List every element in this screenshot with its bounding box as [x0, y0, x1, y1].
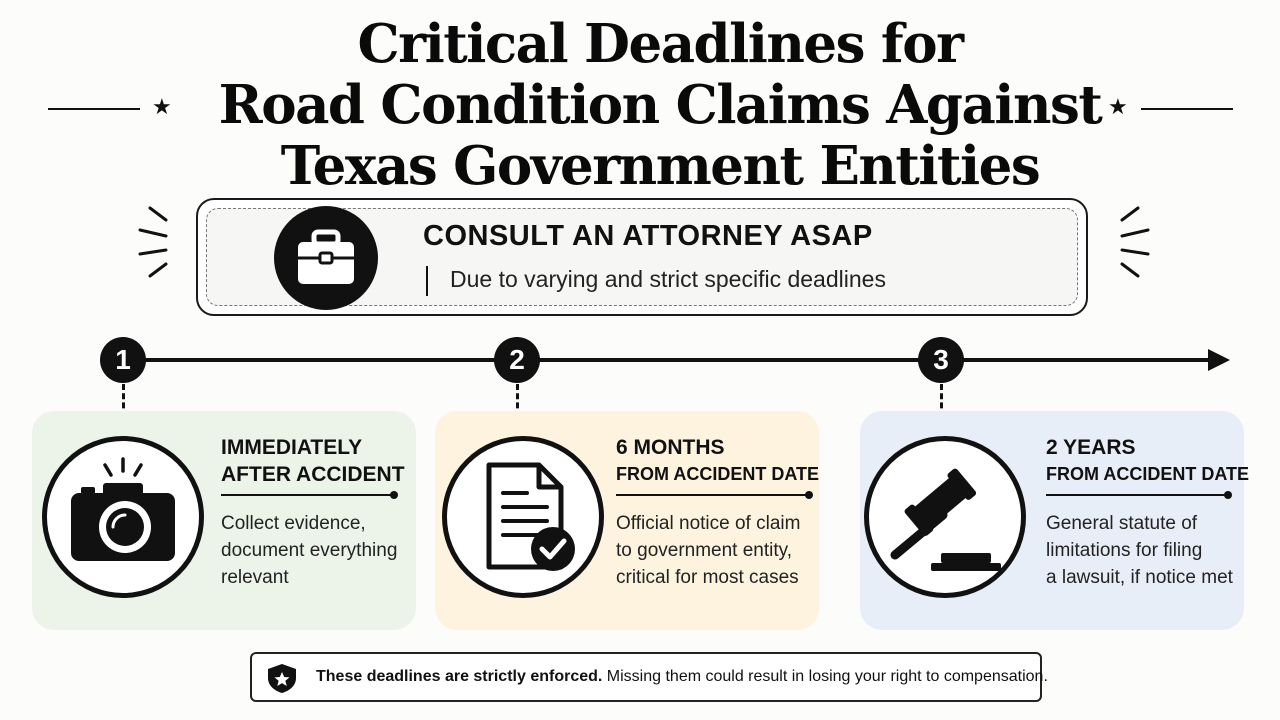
step-1-desc-line: relevant: [221, 567, 289, 588]
step-2-rule-dot: [805, 491, 813, 499]
warning-banner: [250, 652, 1048, 702]
consult-title: CONSULT AN ATTORNEY ASAP: [423, 220, 873, 252]
step-1-description: [221, 510, 397, 591]
step-2-desc-line: critical for most cases: [616, 567, 799, 588]
step-1-desc-line: Collect evidence,: [221, 513, 366, 534]
warning-text: [316, 668, 1048, 686]
camera-icon: [42, 436, 204, 598]
step-3-rule: [1046, 494, 1226, 496]
right-star-icon: ★: [1108, 94, 1128, 119]
title-line-1: Critical Deadlines for: [357, 13, 963, 75]
briefcase-icon: [274, 206, 378, 310]
step-3-heading-line2: FROM ACCIDENT DATE: [1046, 464, 1249, 484]
step-3-desc-line: General statute of: [1046, 513, 1198, 534]
step-1-rule-dot: [390, 491, 398, 499]
step-2-desc-line: Official notice of claim: [616, 513, 801, 534]
left-star-icon: ★: [152, 94, 172, 119]
title-line-3: Texas Government Entities: [280, 135, 1040, 197]
timeline-arrowhead-icon: [1208, 349, 1230, 371]
step-3-desc-line: limitations for filing: [1046, 540, 1203, 561]
step-2-heading-line1: 6 MONTHS: [616, 436, 725, 459]
right-rays-icon: [1110, 200, 1158, 296]
timeline-line: [120, 358, 1210, 362]
step-3-rule-dot: [1224, 491, 1232, 499]
step-1-heading-line1: IMMEDIATELY: [221, 436, 363, 459]
step-3-desc-line: a lawsuit, if notice met: [1046, 567, 1233, 588]
step-1-number: 1: [100, 337, 146, 383]
page-title: [190, 14, 1130, 197]
step-2-heading-line2: FROM ACCIDENT DATE: [616, 464, 819, 484]
step-1-rule: [221, 494, 391, 496]
step-1-desc-line: document everything: [221, 540, 398, 561]
consult-divider: [426, 266, 428, 296]
document-check-icon: [442, 436, 604, 598]
step-2-rule: [616, 494, 806, 496]
warning-rest-text: Missing them could result in losing your right to compensation.: [602, 668, 1048, 685]
step-3-description: [1046, 510, 1233, 591]
title-right-rule: [1141, 108, 1233, 110]
title-line-2: Road Condition Claims Against: [218, 74, 1102, 136]
left-rays-icon: [130, 200, 178, 296]
consult-subtitle: Due to varying and strict specific deadlines: [450, 266, 886, 292]
warning-bold-text: These deadlines are strictly enforced.: [316, 668, 603, 685]
step-1-heading-line2: AFTER ACCIDENT: [221, 463, 405, 486]
step-2-desc-line: to government entity,: [616, 540, 793, 561]
step-3-heading-line1: 2 YEARS: [1046, 436, 1136, 459]
step-2-description: [616, 510, 800, 591]
step-2-number: 2: [494, 337, 540, 383]
gavel-icon: [864, 436, 1026, 598]
step-3-number: 3: [918, 337, 964, 383]
title-left-rule: [48, 108, 140, 110]
shield-star-icon: [262, 662, 302, 694]
